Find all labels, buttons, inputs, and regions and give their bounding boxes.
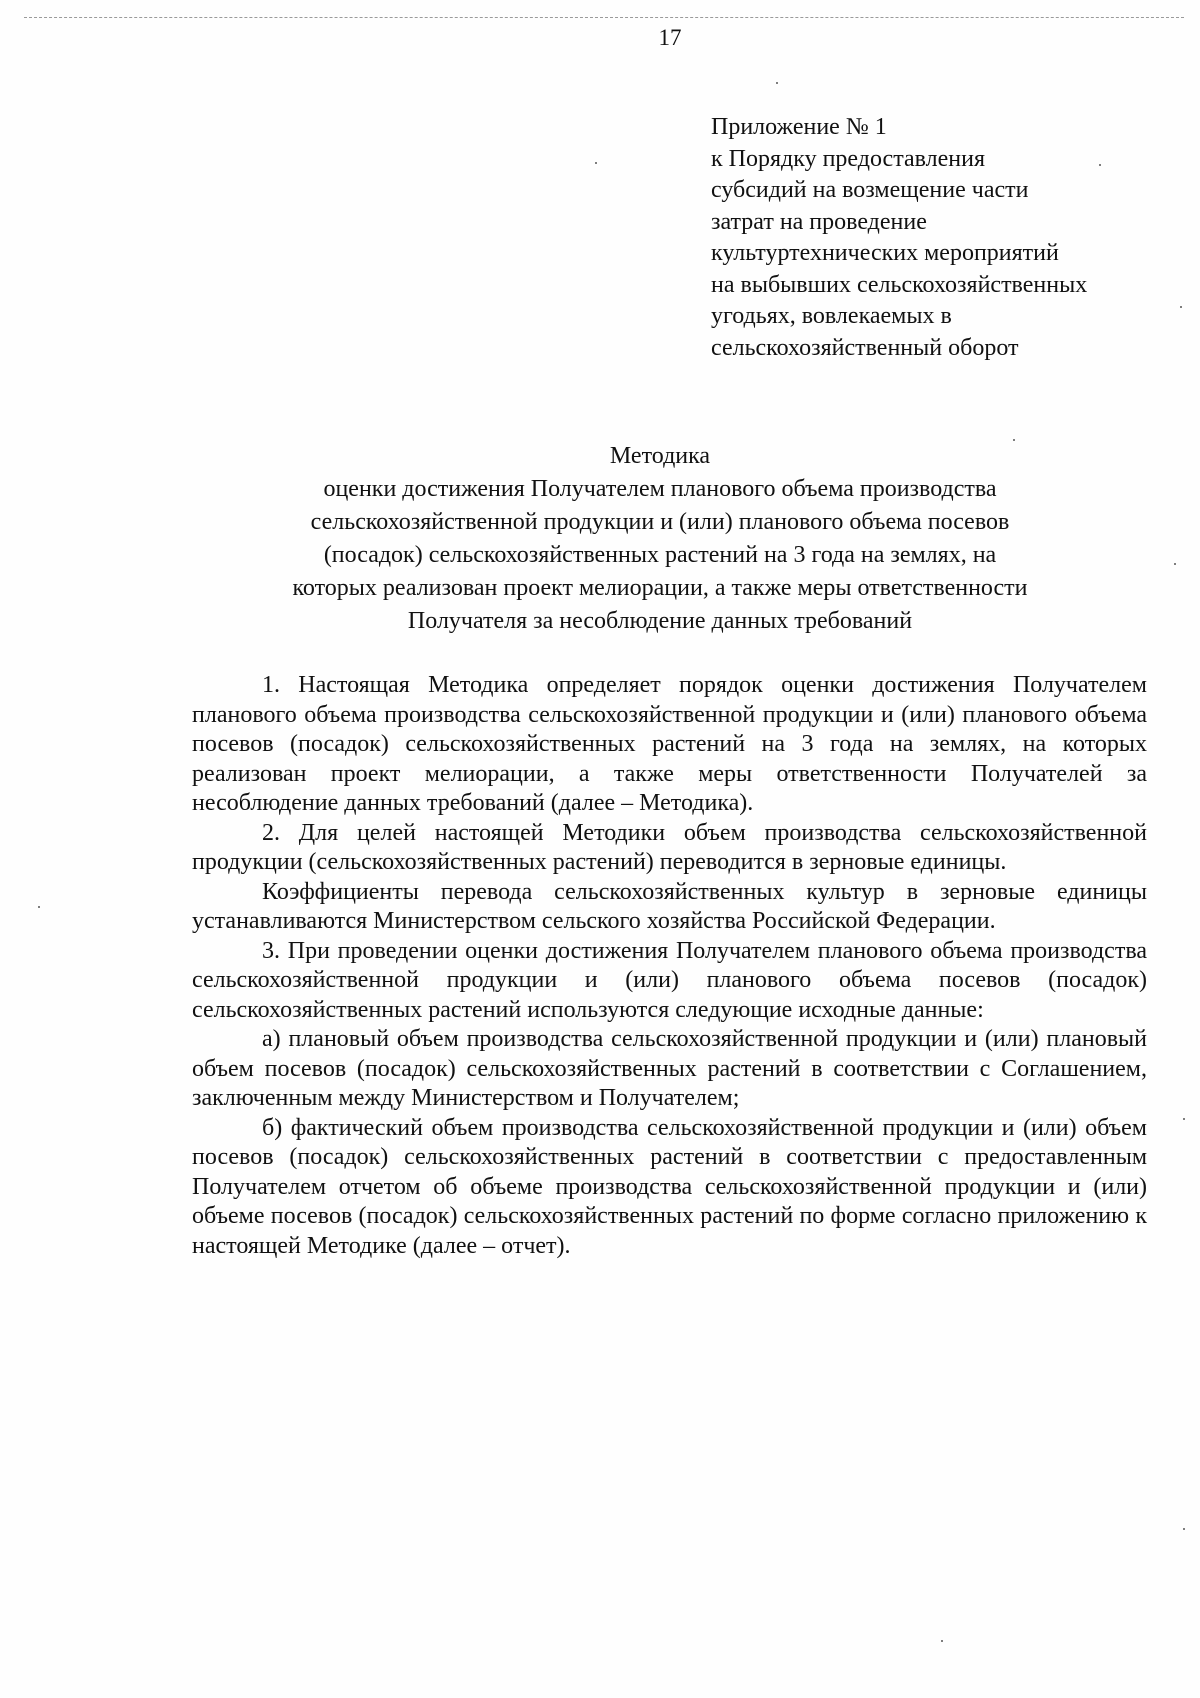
page-number: 17 <box>658 25 682 50</box>
heading-title: Методика <box>609 443 711 469</box>
paragraph: б) фактический объем производства сельскохозяйственной продукции и (или) объем посевов (посадок) сельскохозяйственных растений в соответствии с предоставленным Получателем отчетом об объеме производства сельскохозяйственной продукции и (или) объеме посевов (посадок) сельскохозяйственных растений по форме согласно приложению к настоящей Методике (далее – отчет). <box>192 1114 1147 1259</box>
scan-speck <box>776 82 778 84</box>
paragraph: а) плановый объем производства сельскохозяйственной продукции и (или) плановый объем посевов (посадок) сельскохозяйственных растений в соответствии с Соглашением, заключенным между Министерством и Получателем; <box>192 1026 1147 1111</box>
heading-line: оценки достижения Получателем планового объема производства <box>323 476 997 502</box>
scan-top-edge <box>24 17 1184 18</box>
annex-line: затрат на проведение <box>711 208 927 235</box>
annex-line: угодьях, вовлекаемых в <box>711 303 952 329</box>
document-heading <box>180 440 1140 638</box>
heading-line: которых реализован проект мелиорации, а также меры ответственности <box>292 575 1028 601</box>
scan-speck <box>595 162 597 164</box>
paragraph: 2. Для целей настоящей Методики объем производства сельскохозяйственной продукции (сельскохозяйственных растений) переводится в зерновые единицы. <box>192 819 1147 875</box>
annex-line: Приложение № 1 <box>711 114 887 140</box>
scan-speck <box>941 1640 943 1642</box>
annex-line: субсидий на возмещение части <box>711 177 1029 203</box>
annex-line: на выбывших сельскохозяйственных <box>711 271 1088 298</box>
scan-speck <box>1013 439 1015 441</box>
heading-line: Получателя за несоблюдение данных требований <box>407 608 913 634</box>
paragraph: Коэффициенты перевода сельскохозяйственных культур в зерновые единицы устанавливаются Министерством сельского хозяйства Российской Федерации. <box>192 878 1147 934</box>
paragraph: 3. При проведении оценки достижения Получателем планового объема производства сельскохозяйственной продукции и (или) планового объема посевов (посадок) сельскохозяйственных растений используются следующие исходные данные: <box>192 937 1147 1023</box>
document-body <box>192 671 1147 1261</box>
scan-speck <box>1180 306 1182 308</box>
heading-line: (посадок) сельскохозяйственных растений на 3 года на землях, на <box>323 542 997 568</box>
scan-speck <box>1174 563 1176 565</box>
scan-speck <box>1099 164 1101 166</box>
heading-line: сельскохозяйственной продукции и (или) планового объема посевов <box>310 509 1010 535</box>
annex-line: культуртехнических мероприятий <box>711 240 1059 266</box>
annex-line: сельскохозяйственный оборот <box>711 334 1019 361</box>
scan-speck <box>1183 1528 1185 1530</box>
annex-line: к Порядку предоставления <box>711 145 986 172</box>
paragraph: 1. Настоящая Методика определяет порядок оценки достижения Получателем планового объема производства сельскохозяйственной продукции и (или) планового объема посевов (посадок) сельскохозяйственных растений на 3 года на землях, на которых реализован проект мелиорации, а также меры ответственности Получателей за несоблюдение данных требований (далее – Методика). <box>192 672 1147 816</box>
scan-speck <box>38 906 40 908</box>
scan-speck <box>1183 1118 1185 1120</box>
annex-block <box>711 112 1191 364</box>
